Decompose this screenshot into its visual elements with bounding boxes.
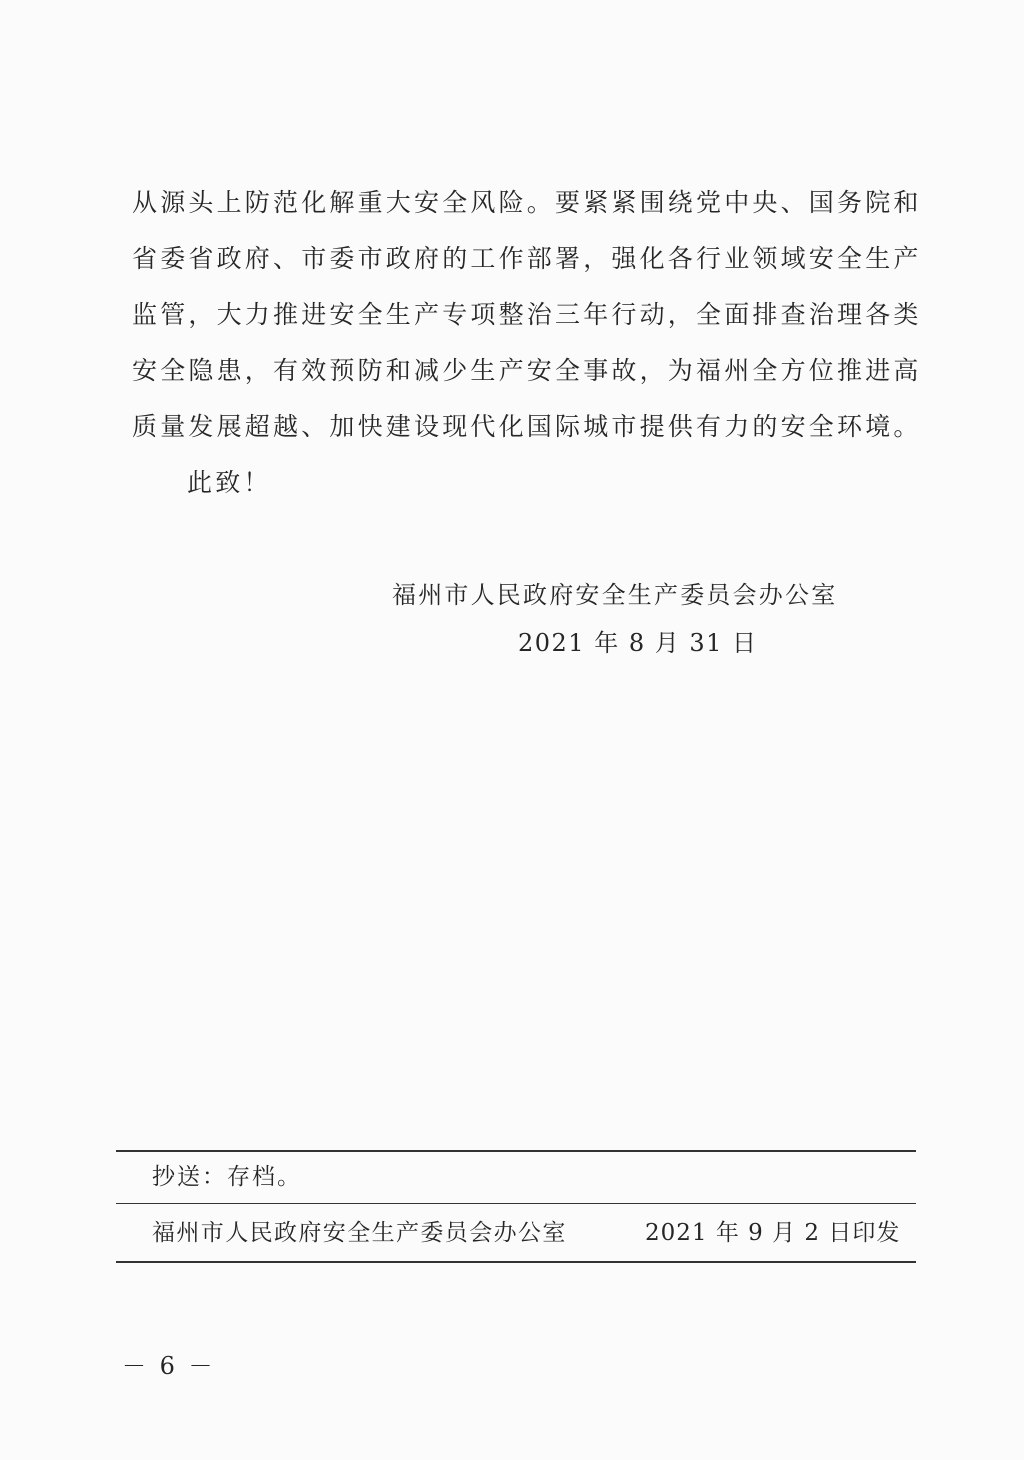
cc-label: 抄送： (152, 1164, 227, 1190)
issuing-organization: 福州市人民政府安全生产委员会办公室 (152, 1220, 567, 1246)
signature-date: 2021 年 8 月 31 日 (518, 629, 758, 657)
issue-date: 2021 年 9 月 2 日印发 (645, 1220, 901, 1246)
footer-bottom-rule (116, 1261, 916, 1263)
signature-organization: 福州市人民政府安全生产委员会办公室 (392, 581, 838, 609)
cc-value: 存档。 (227, 1164, 302, 1190)
body-line: 安全隐患，有效预防和减少生产安全事故，为福州全方位推进高 (132, 356, 922, 385)
footer-top-rule (116, 1150, 916, 1152)
cc-line (152, 1157, 302, 1197)
closing-salutation: 此致！ (187, 468, 272, 497)
body-line: 质量发展超越、加快建设现代化国际城市提供有力的安全环境。 (132, 412, 922, 441)
footer-middle-rule (116, 1203, 916, 1204)
body-line: 省委省政府、市委市政府的工作部署，强化各行业领域安全生产 (132, 244, 922, 273)
page-number: － 6 － (122, 1352, 216, 1380)
body-line: 监管，大力推进安全生产专项整治三年行动，全面排查治理各类 (132, 300, 922, 329)
body-text (132, 175, 922, 511)
body-line: 从源头上防范化解重大安全风险。要紧紧围绕党中央、国务院和 (132, 188, 922, 217)
